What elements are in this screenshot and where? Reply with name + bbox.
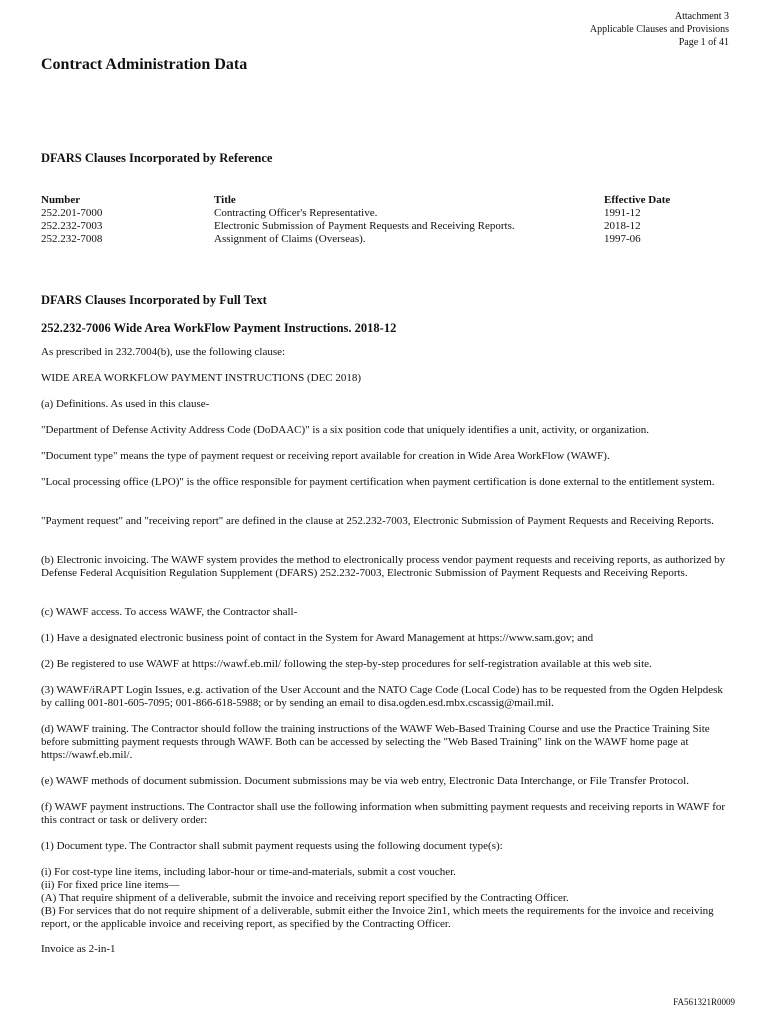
- clause-title: Assignment of Claims (Overseas).: [214, 233, 366, 245]
- list-item: (i) For cost-type line items, including labor-hour or time-and-materials, submit a cost voucher.: [41, 866, 456, 878]
- paragraph: (2) Be registered to use WAWF at https://wawf.eb.mil/ following the step-by-step procedures for self-registration available at this web site.: [41, 658, 652, 670]
- clause-title: Electronic Submission of Payment Requests and Receiving Reports.: [214, 220, 515, 232]
- clause-number: 252.201-7000: [41, 207, 103, 219]
- list-item: (ii) For fixed price line items—: [41, 879, 180, 891]
- paragraph: (f) WAWF payment instructions. The Contractor shall use the following information when submitting payment requests and receiving reports in WAWF for this contract or task or delivery order:: [41, 801, 726, 826]
- list-item: (A) That require shipment of a deliverable, submit the invoice and receiving report specified by the Contracting Officer.: [41, 892, 569, 904]
- page-number: Page 1 of 41: [678, 37, 729, 48]
- document-number: FA561321R0009: [673, 997, 735, 1007]
- section-heading-reference: DFARS Clauses Incorporated by Reference: [41, 151, 273, 165]
- paragraph: (c) WAWF access. To access WAWF, the Contractor shall-: [41, 606, 298, 618]
- section-heading-full-text: DFARS Clauses Incorporated by Full Text: [41, 293, 267, 307]
- paragraph: As prescribed in 232.7004(b), use the following clause:: [41, 346, 286, 358]
- column-header-title: Title: [214, 194, 236, 206]
- paragraph: "Local processing office (LPO)" is the office responsible for payment certification when payment certification is done external to the entitlement system.: [41, 476, 715, 488]
- column-header-effective-date: Effective Date: [604, 194, 671, 206]
- clause-number: 252.232-7003: [41, 220, 103, 232]
- paragraph: (1) Have a designated electronic business point of contact in the System for Award Management at https://www.sam.gov; and: [41, 632, 594, 644]
- paragraph: Invoice as 2-in-1: [41, 943, 116, 955]
- clause-date: 1991-12: [604, 207, 641, 219]
- page-header: [590, 10, 729, 49]
- paragraph: (e) WAWF methods of document submission. Document submissions may be via web entry, Electronic Data Interchange, or File Transfer Protocol.: [41, 775, 689, 787]
- paragraph: (1) Document type. The Contractor shall submit payment requests using the following document type(s):: [41, 840, 503, 852]
- paragraph: "Document type" means the type of payment request or receiving report available for creation in Wide Area WorkFlow (WAWF).: [41, 450, 610, 462]
- attachment-label: Attachment 3: [674, 11, 729, 22]
- paragraph: WIDE AREA WORKFLOW PAYMENT INSTRUCTIONS (DEC 2018): [41, 372, 362, 384]
- paragraph: (a) Definitions. As used in this clause-: [41, 398, 210, 410]
- column-header-number: Number: [41, 194, 81, 206]
- list-item: (B) For services that do not require shipment of a deliverable, submit either the Invoice 2in1, which meets the requirements for the invoice and receiving report, or the applicable invoice and receiving report, as specified by the Contracting Officer.: [41, 905, 714, 930]
- page-title: Contract Administration Data: [41, 56, 248, 73]
- paragraph: (b) Electronic invoicing. The WAWF system provides the method to electronically process vendor payment requests and receiving reports, as authorized by Defense Federal Acquisition Regulation Supplement (DFARS) 252.232-7003, Electronic Submission of Payment Requests and Receiving Reports.: [41, 554, 726, 579]
- clause-number: 252.232-7008: [41, 233, 103, 245]
- clause-date: 1997-06: [604, 233, 641, 245]
- paragraph: "Payment request" and "receiving report" are defined in the clause at 252.232-7003, Electronic Submission of Payment Requests and Receiving Reports.: [41, 515, 714, 527]
- document-type-list: [41, 866, 729, 931]
- clause-date: 2018-12: [604, 220, 641, 232]
- paragraph: "Department of Defense Activity Address Code (DoDAAC)" is a six position code that uniquely identifies a unit, activity, or organization.: [41, 424, 650, 436]
- paragraph: (d) WAWF training. The Contractor should follow the training instructions of the WAWF Web-Based Training Course and use the Practice Training Site before submitting payment requests through WAWF. Both can be accessed by selecting the "Web Based Training" link on the WAWF home page at https://wawf.eb.mil/.: [41, 723, 710, 761]
- attachment-subtitle: Applicable Clauses and Provisions: [589, 24, 729, 35]
- clause-title: Contracting Officer's Representative.: [214, 207, 378, 219]
- paragraph: (3) WAWF/iRAPT Login Issues, e.g. activation of the User Account and the NATO Cage Code (Local Code) has to be requested from the Ogden Helpdesk by calling 001-801-605-7095; 001-866-618-5988; or by sending an email to disa.ogden.esd.mbx.cscassig@mail.mil.: [41, 684, 723, 709]
- clause-heading: 252.232-7006 Wide Area WorkFlow Payment Instructions. 2018-12: [41, 321, 397, 335]
